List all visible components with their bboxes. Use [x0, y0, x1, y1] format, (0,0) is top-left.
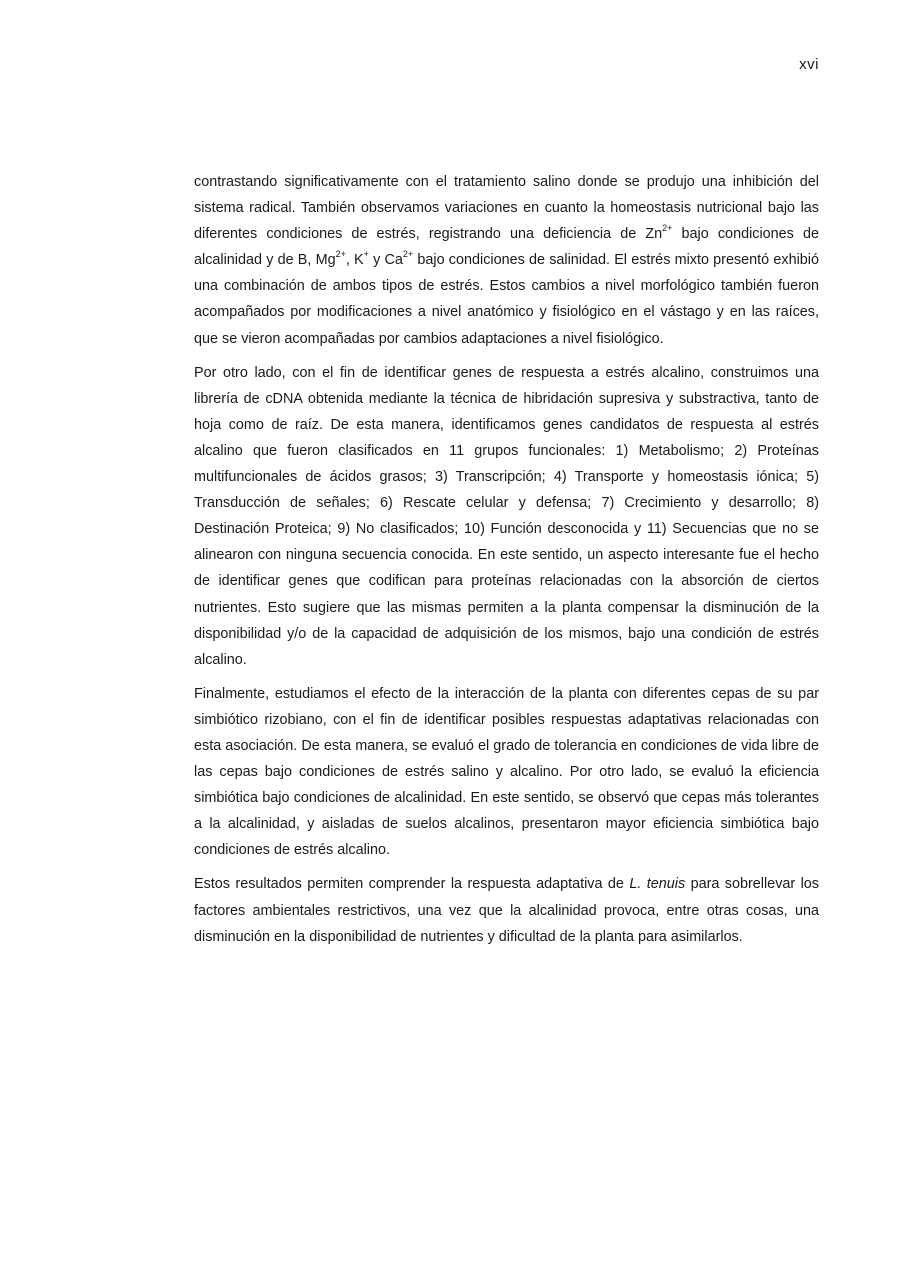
paragraph-1	[194, 169, 819, 352]
superscript-k-charge: +	[363, 249, 369, 260]
body-text	[194, 169, 819, 958]
paragraph-4-text-a: Estos resultados permiten comprender la respuesta adaptativa de	[194, 876, 630, 893]
superscript-ca-charge: 2+	[402, 249, 414, 260]
paragraph-4	[194, 871, 819, 949]
paragraph-1-text-d: y Ca	[368, 252, 403, 269]
paragraph-1-text-e: bajo condiciones de salinidad. El estrés mixto presentó exhibió una combinación de ambos tipos de estrés. Estos cambios a nivel morfológico también fueron acompañados por modificaciones a nivel anatómico y fisiológico en el vástago y en las raíces, que se vieron acompañadas por cambios adaptaciones a nivel fisiológico.	[194, 252, 819, 347]
paragraph-4-text-b: para sobrellevar los factores ambientales restrictivos, una vez que la alcalinidad provoca, entre otras cosas, una disminución en la disponibilidad de nutrientes y dificultad de la planta para asimilarlos.	[194, 876, 819, 945]
paragraph-1-text-c: , K	[345, 252, 364, 269]
species-name: L. tenuis	[629, 876, 686, 893]
page-number: xvi	[799, 56, 819, 73]
superscript-mg-charge: 2+	[335, 249, 346, 260]
superscript-zn-charge: 2+	[662, 223, 673, 234]
paragraph-2: Por otro lado, con el fin de identificar genes de respuesta a estrés alcalino, construimos una librería de cDNA obtenida mediante la técnica de hibridación supresiva y substractiva, tanto de hoja como de raíz. De esta manera, identificamos genes candidatos de respuesta al estrés alcalino que fueron clasificados en 11 grupos funcionales: 1) Metabolismo; 2) Proteínas multifuncionales de ácidos grasos; 3) Transcripción; 4) Transporte y homeostasis iónica; 5) Transducción de señales; 6) Rescate celular y defensa; 7) Crecimiento y desarrollo; 8) Destinación Proteica; 9) No clasificados; 10) Función desconocida y 11) Secuencias que no se alinearon con ninguna secuencia conocida. En este sentido, un aspecto interesante fue el hecho de identificar genes que codifican para proteínas relacionadas con la absorción de ciertos nutrientes. Esto sugiere que las mismas permiten a la planta compensar la disminución de la disponibilidad y/o de la capacidad de adquisición de los mismos, bajo una condición de estrés alcalino.	[194, 364, 819, 668]
paragraph-3: Finalmente, estudiamos el efecto de la interacción de la planta con diferentes cepas de su par simbiótico rizobiano, con el fin de identificar posibles respuestas adaptativas relacionadas con esta asociación. De esta manera, se evaluó el grado de tolerancia en condiciones de vida libre de las cepas bajo condiciones de estrés salino y alcalino. Por otro lado, se evaluó la eficiencia simbiótica bajo condiciones de alcalinidad. En este sentido, se observó que cepas más tolerantes a la alcalinidad, y aisladas de suelos alcalinos, presentaron mayor eficiencia simbiótica bajo condiciones de estrés alcalino.	[194, 685, 819, 859]
paragraph-1-text-b: bajo condiciones de alcalinidad y de B, Mg	[194, 226, 819, 269]
paragraph-1-text-a: contrastando significativamente con el tratamiento salino donde se produjo una inhibición del sistema radical. También observamos variaciones en cuanto la homeostasis nutricional bajo las diferentes condiciones de estrés, registrando una deficiencia de Zn	[194, 174, 819, 243]
